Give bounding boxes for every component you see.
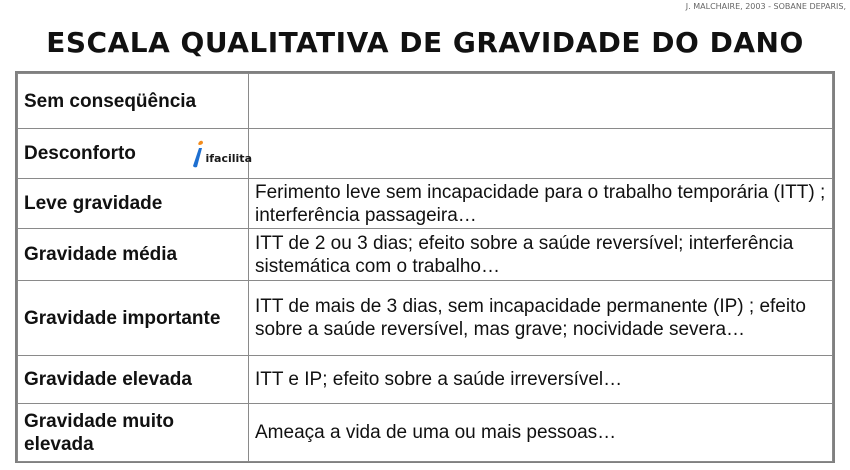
row-description: ITT de 2 ou 3 dias; efeito sobre a saúde reversível; interferência sistemática com o trabalho… xyxy=(249,229,833,281)
page-title: ESCALA QUALITATIVA DE GRAVIDADE DO DANO xyxy=(46,26,804,59)
table-row xyxy=(18,129,833,179)
row-description xyxy=(249,74,833,129)
row-label-desconforto-cell xyxy=(18,129,252,179)
row-label-gravidade-importante: Gravidade importante xyxy=(18,281,249,356)
severity-scale-table xyxy=(17,73,833,462)
row-description: ITT de mais de 3 dias, sem incapacidade permanente (IP) ; efeito sobre a saúde reversível, mas grave; nocividade severa… xyxy=(249,281,833,356)
ifacilita-logo xyxy=(191,139,253,169)
severity-table-frame xyxy=(15,71,835,463)
ifacilita-logo-text: ifacilita xyxy=(205,152,252,165)
table-row xyxy=(18,229,833,281)
row-description: Ameaça a vida de uma ou mais pessoas… xyxy=(249,404,833,462)
row-label-desconforto: Desconforto xyxy=(24,143,136,164)
row-description: ITT e IP; efeito sobre a saúde irreversível… xyxy=(249,356,833,404)
row-label-gravidade-muito-elevada: Gravidade muito elevada xyxy=(18,404,249,462)
row-label-gravidade-media: Gravidade média xyxy=(18,229,249,281)
table-row xyxy=(18,281,833,356)
table-row xyxy=(18,74,833,129)
table-row xyxy=(18,179,833,229)
source-credit: J. MALCHAIRE, 2003 - SOBANE DEPARIS, xyxy=(685,2,846,11)
row-description xyxy=(249,129,833,179)
ifacilita-logo-icon xyxy=(191,139,205,169)
row-label-gravidade-elevada: Gravidade elevada xyxy=(18,356,249,404)
table-row xyxy=(18,404,833,462)
row-label-leve-gravidade: Leve gravidade xyxy=(18,179,249,229)
row-description: Ferimento leve sem incapacidade para o trabalho temporária (ITT) ; interferência passageira… xyxy=(249,179,833,229)
row-label-sem-consequencia: Sem conseqüência xyxy=(18,74,249,129)
table-row xyxy=(18,356,833,404)
